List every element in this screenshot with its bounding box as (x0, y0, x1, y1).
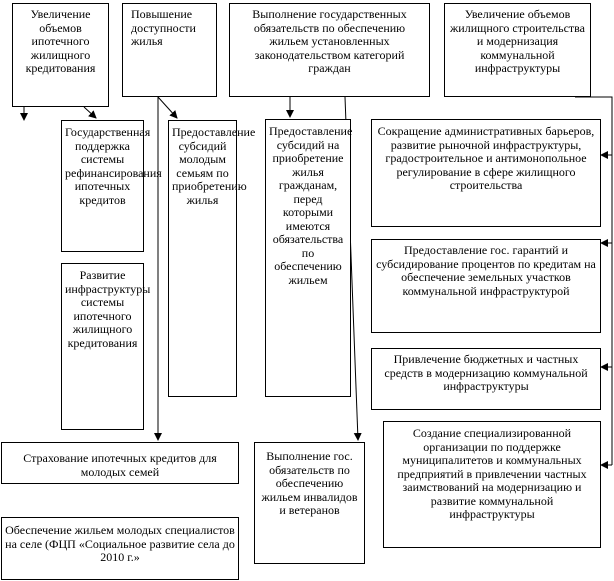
arrow-t2-to-m1 (158, 97, 177, 118)
measure-box-budget-private-funds: Привлечение бюджетных и частных средств в модернизацию коммунальной инфраструктуры (371, 348, 601, 410)
measure-box-young-family-subsidies: Предоставление субсидий молодым семьям по приобретению жилья (168, 120, 237, 397)
measure-box-mortgage-infrastructure: Развитие инфраструктуры системы ипотечного жилищного кредитования (61, 263, 144, 430)
measure-box-obligation-subsidies: Предоставление субсидий на приобретение жилья гражданам, перед которыми имеются обязательства по обеспечению жильем (265, 119, 351, 397)
measure-box-refinancing-support: Государственная поддержка системы рефинансирования ипотечных кредитов (61, 120, 144, 252)
goal-box-mortgage-lending: Увеличение объемов ипотечного жилищного кредитования (12, 3, 109, 107)
goal-box-construction-growth: Увеличение объемов жилищного строительства и модернизация коммунальной инфраструктуры (444, 3, 591, 97)
result-box-disabled-veterans: Выполнение гос. обязательств по обеспечению жильем инвалидов и ветеранов (254, 442, 365, 564)
measure-box-specialized-organization: Создание специализированной организации по поддержке муниципалитетов и коммунальных предприятий в привлечении частных заимствований на модернизацию и развитие коммунальной инфраструктуры (383, 421, 601, 548)
measure-box-guarantees: Предоставление гос. гарантий и субсидирование процентов по кредитам на обеспечение земельных участков коммунальной инфраструктурой (371, 239, 601, 333)
result-box-rural-specialists: Обеспечение жильем молодых специалистов на селе (ФЦП «Социальное развитие села до 2010 г.» (1, 517, 239, 580)
result-box-mortgage-insurance: Страхование ипотечных кредитов для молодых семей (1, 442, 239, 484)
goal-box-state-obligations: Выполнение государственных обязательств по обеспечению жильем установленных законодательством категорий граждан (229, 3, 430, 97)
goal-box-housing-affordability: Повышение доступности жилья (122, 3, 217, 97)
arrow-t1-to-l1 (84, 107, 96, 118)
measure-box-admin-barriers: Сокращение административных барьеров, развитие рыночной инфраструктуры, градостроительное и антимонопольное регулирование в сфере жилищного строительства (371, 119, 601, 227)
